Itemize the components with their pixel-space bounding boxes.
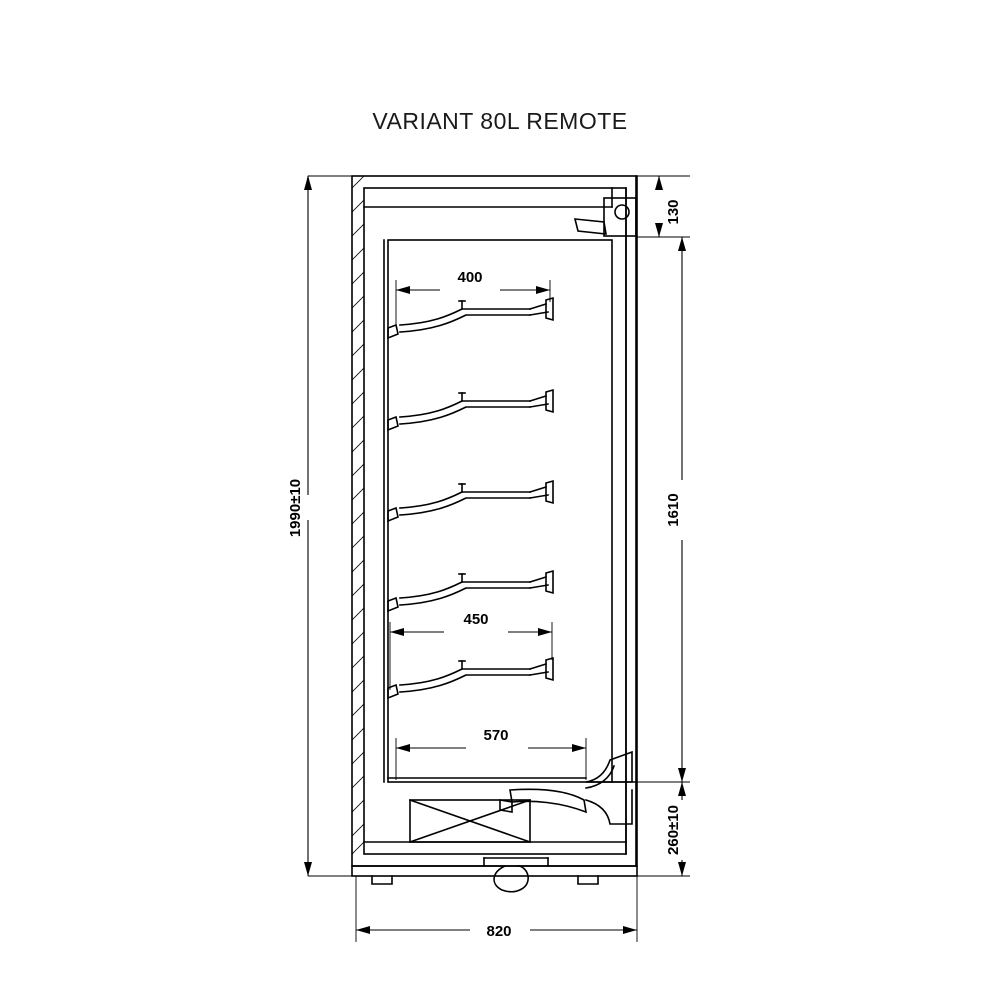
- dim-label-canopy: 130: [665, 199, 682, 225]
- drawing-title: VARIANT 80L REMOTE: [372, 108, 628, 134]
- dim-label-overall-height: 1990±10: [287, 478, 304, 538]
- lower-deck-assembly: [388, 752, 636, 824]
- dim-base-260: [637, 782, 690, 876]
- shelf-group: [388, 298, 553, 698]
- dim-label-opening: 1610: [665, 493, 682, 527]
- dim-opening-1610: [637, 237, 690, 782]
- shelf-1: [388, 298, 553, 338]
- machinery-compartment: [364, 800, 626, 842]
- dim-shelf-450: [390, 622, 552, 690]
- shelf-5: [388, 658, 553, 698]
- dim-shelf-400: [396, 280, 550, 326]
- dim-label-deck-570: 570: [483, 727, 509, 744]
- dim-overall-height: [304, 176, 356, 876]
- dim-label-width: 820: [486, 923, 512, 940]
- dim-deck-570: [396, 738, 586, 780]
- shelf-3: [388, 481, 553, 521]
- shelf-2: [388, 390, 553, 430]
- dim-label-shelf-400: 400: [457, 269, 483, 286]
- base-and-feet: [352, 858, 637, 892]
- dim-canopy-130: [637, 176, 690, 237]
- dim-label-base: 260±10: [665, 805, 682, 855]
- dim-label-shelf-450: 450: [463, 611, 489, 628]
- top-canopy: [364, 188, 636, 236]
- cabinet-outline: [352, 176, 637, 866]
- shelf-4: [388, 571, 553, 611]
- wall-insulation-hatch: [352, 176, 364, 854]
- display-cavity: [384, 240, 612, 782]
